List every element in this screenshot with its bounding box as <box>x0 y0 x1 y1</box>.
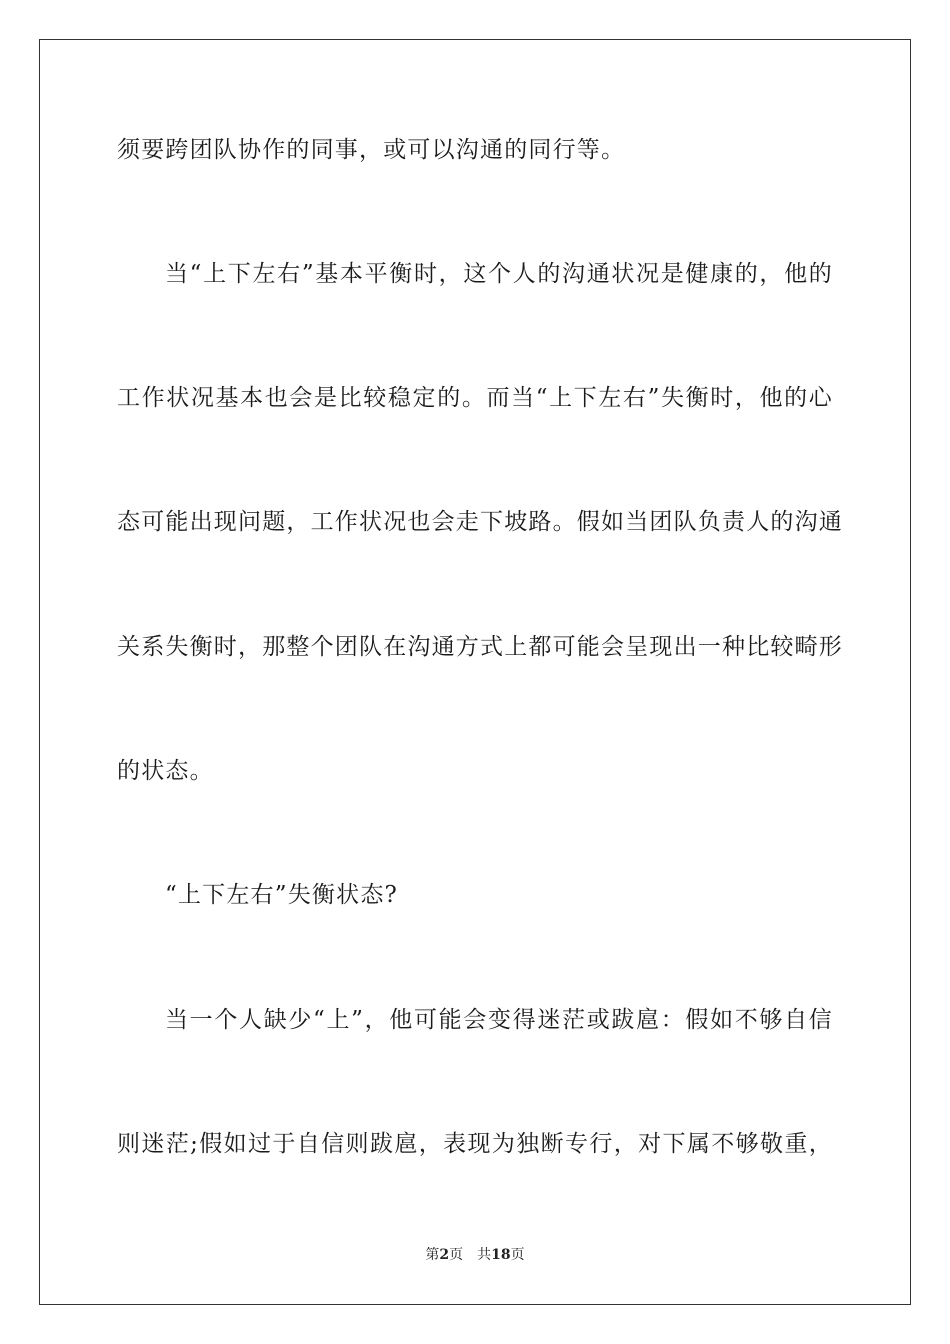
paragraph-line: 态可能出现问题，工作状况也会走下坡路。假如当团队负责人的沟通 <box>117 509 843 535</box>
paragraph-line: 当一个人缺少“上”，他可能会变得迷茫或跋扈：假如不够自信 <box>165 1007 833 1033</box>
paragraph-line: 关系失衡时，那整个团队在沟通方式上都可能会呈现出一种比较畸形 <box>117 634 843 660</box>
paragraph-line: 当“上下左右”基本平衡时，这个人的沟通状况是健康的，他的 <box>165 261 833 287</box>
page-number-current: 2 <box>439 1247 450 1263</box>
page-border <box>39 39 911 1305</box>
page-footer <box>0 1246 950 1264</box>
paragraph-line: 的状态。 <box>117 758 214 784</box>
paragraph-line: 工作状况基本也会是比较稳定的。而当“上下左右”失衡时，他的心 <box>117 385 833 411</box>
page-total: 18 <box>491 1247 511 1263</box>
page-number-suffix: 页 <box>449 1247 464 1263</box>
page-total-suffix: 页 <box>510 1247 525 1263</box>
page-number-prefix: 第 <box>425 1247 440 1263</box>
page-total-prefix: 共 <box>477 1247 492 1263</box>
paragraph-line: 则迷茫;假如过于自信则跋扈，表现为独断专行，对下属不够敬重， <box>117 1131 833 1157</box>
section-heading: “上下左右”失衡状态? <box>165 882 399 908</box>
paragraph-line: 须要跨团队协作的同事，或可以沟通的同行等。 <box>117 137 626 163</box>
